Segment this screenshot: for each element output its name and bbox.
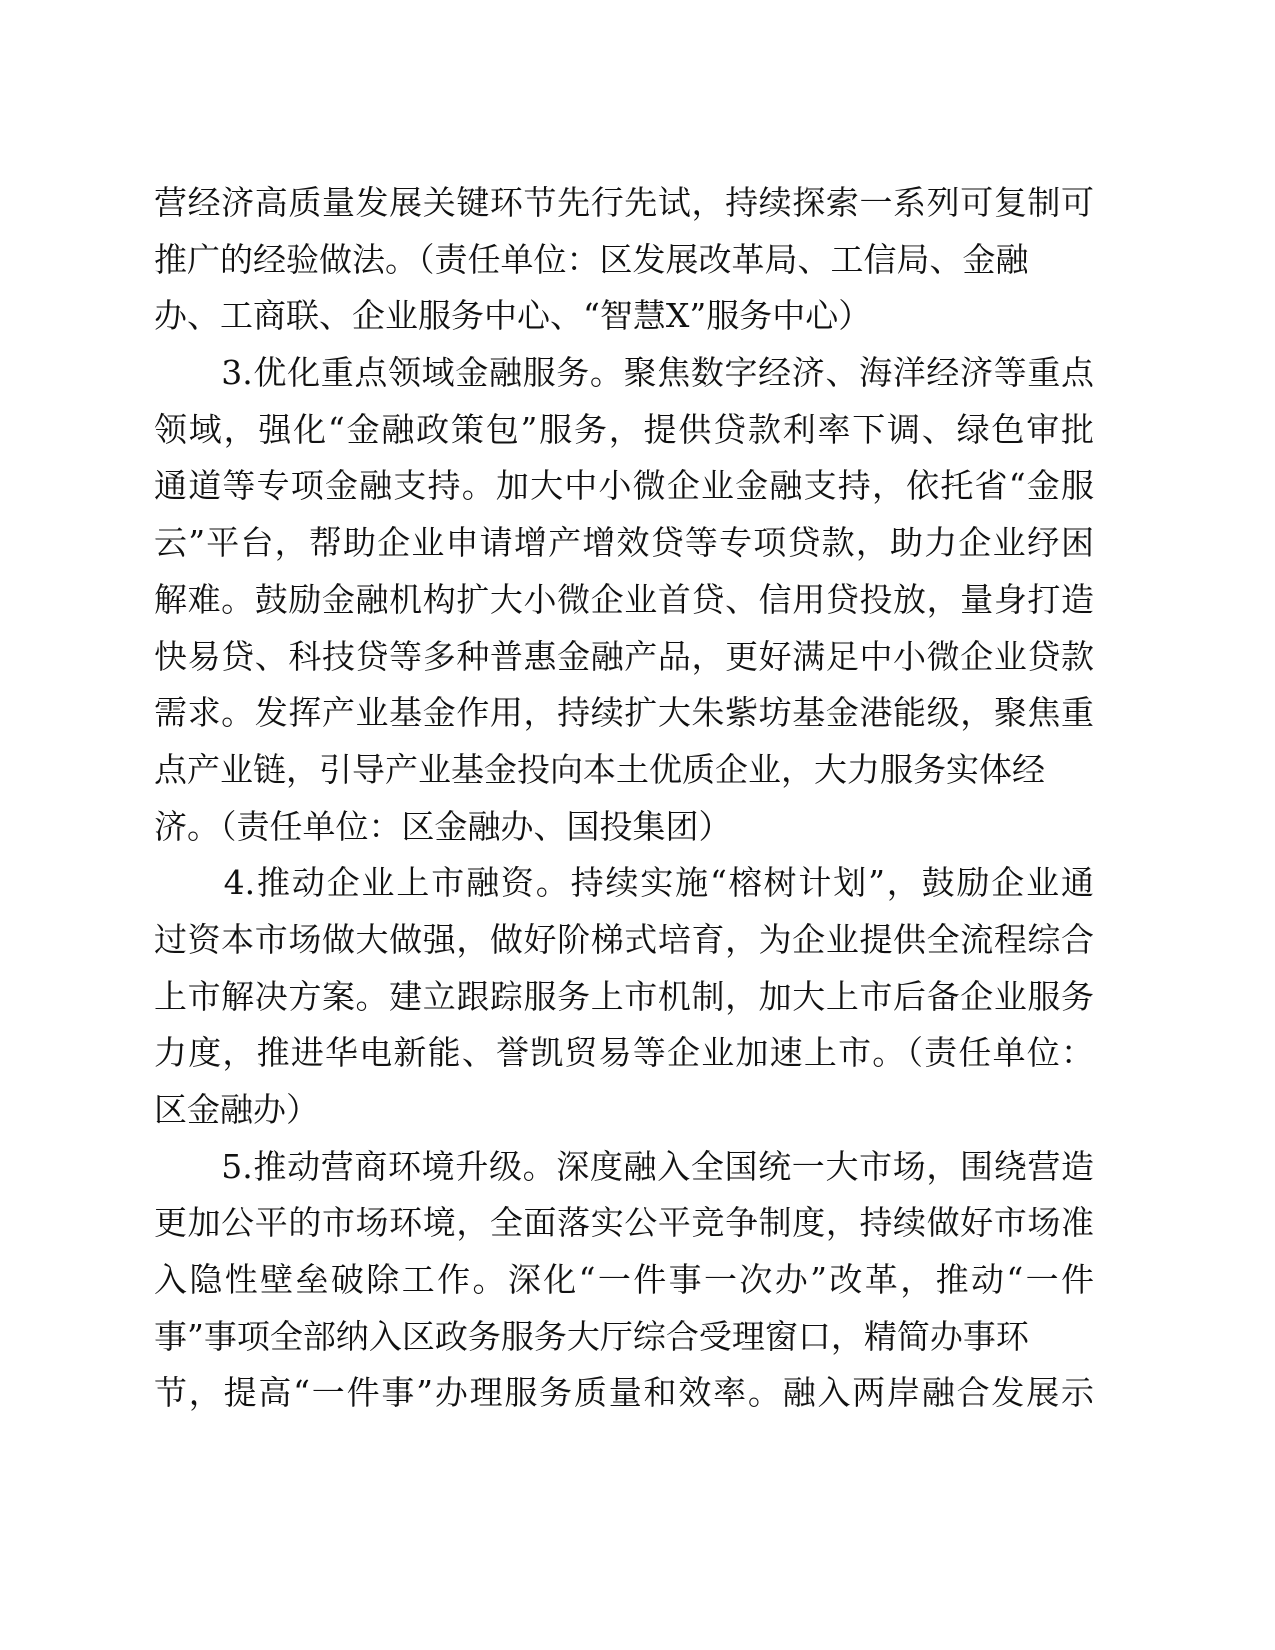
text-line: 云”平台，帮助企业申请增产增效贷等专项贷款，助力企业纾困 [154,523,1094,563]
text-line: 办、工商联、企业服务中心、“智慧X”服务中心） [154,296,872,336]
text-line: 5.推动营商环境升级。深度融入全国统一大市场，围绕营造 [154,1146,1094,1186]
text-line: 快易贷、科技贷等多种普惠金融产品，更好满足中小微企业贷款 [154,636,1094,676]
text-line: 3.优化重点领域金融服务。聚焦数字经济、海洋经济等重点 [154,353,1094,393]
body-text [154,175,1094,1422]
text-line: 力度，推进华电新能、誉凯贸易等企业加速上市。（责任单位： [154,1033,1094,1073]
text-line: 解难。鼓励金融机构扩大小微企业首贷、信用贷投放，量身打造 [154,579,1094,619]
text-line: 节，提高“一件事”办理服务质量和效率。融入两岸融合发展示 [154,1373,1094,1413]
text-line: 区金融办） [154,1090,319,1129]
text-line: 推广的经验做法。（责任单位：区发展改革局、工信局、金融 [154,239,1029,279]
text-line: 更加公平的市场环境，全面落实公平竞争制度，持续做好市场准 [154,1203,1094,1243]
text-line: 4.推动企业上市融资。持续实施“榕树计划”，鼓励企业通 [154,863,1094,903]
text-line: 点产业链，引导产业基金投向本土优质企业，大力服务实体经 [154,749,1045,789]
text-line: 通道等专项金融支持。加大中小微企业金融支持，依托省“金服 [154,466,1094,506]
text-line: 入隐性壁垒破除工作。深化“一件事一次办”改革，推动“一件 [154,1260,1094,1300]
text-line: 事”事项全部纳入区政务服务大厅综合受理窗口，精简办事环 [154,1316,1029,1356]
text-line: 济。（责任单位：区金融办、国投集团） [154,806,732,846]
text-line: 需求。发挥产业基金作用，持续扩大朱紫坊基金港能级，聚焦重 [154,693,1094,733]
text-line: 营经济高质量发展关键环节先行先试，持续探索一系列可复制可 [154,183,1094,222]
text-line: 过资本市场做大做强，做好阶梯式培育，为企业提供全流程综合 [154,919,1094,959]
text-line: 上市解决方案。建立跟踪服务上市机制，加大上市后备企业服务 [154,976,1094,1016]
text-line: 领域，强化“金融政策包”服务，提供贷款利率下调、绿色审批 [154,409,1094,449]
